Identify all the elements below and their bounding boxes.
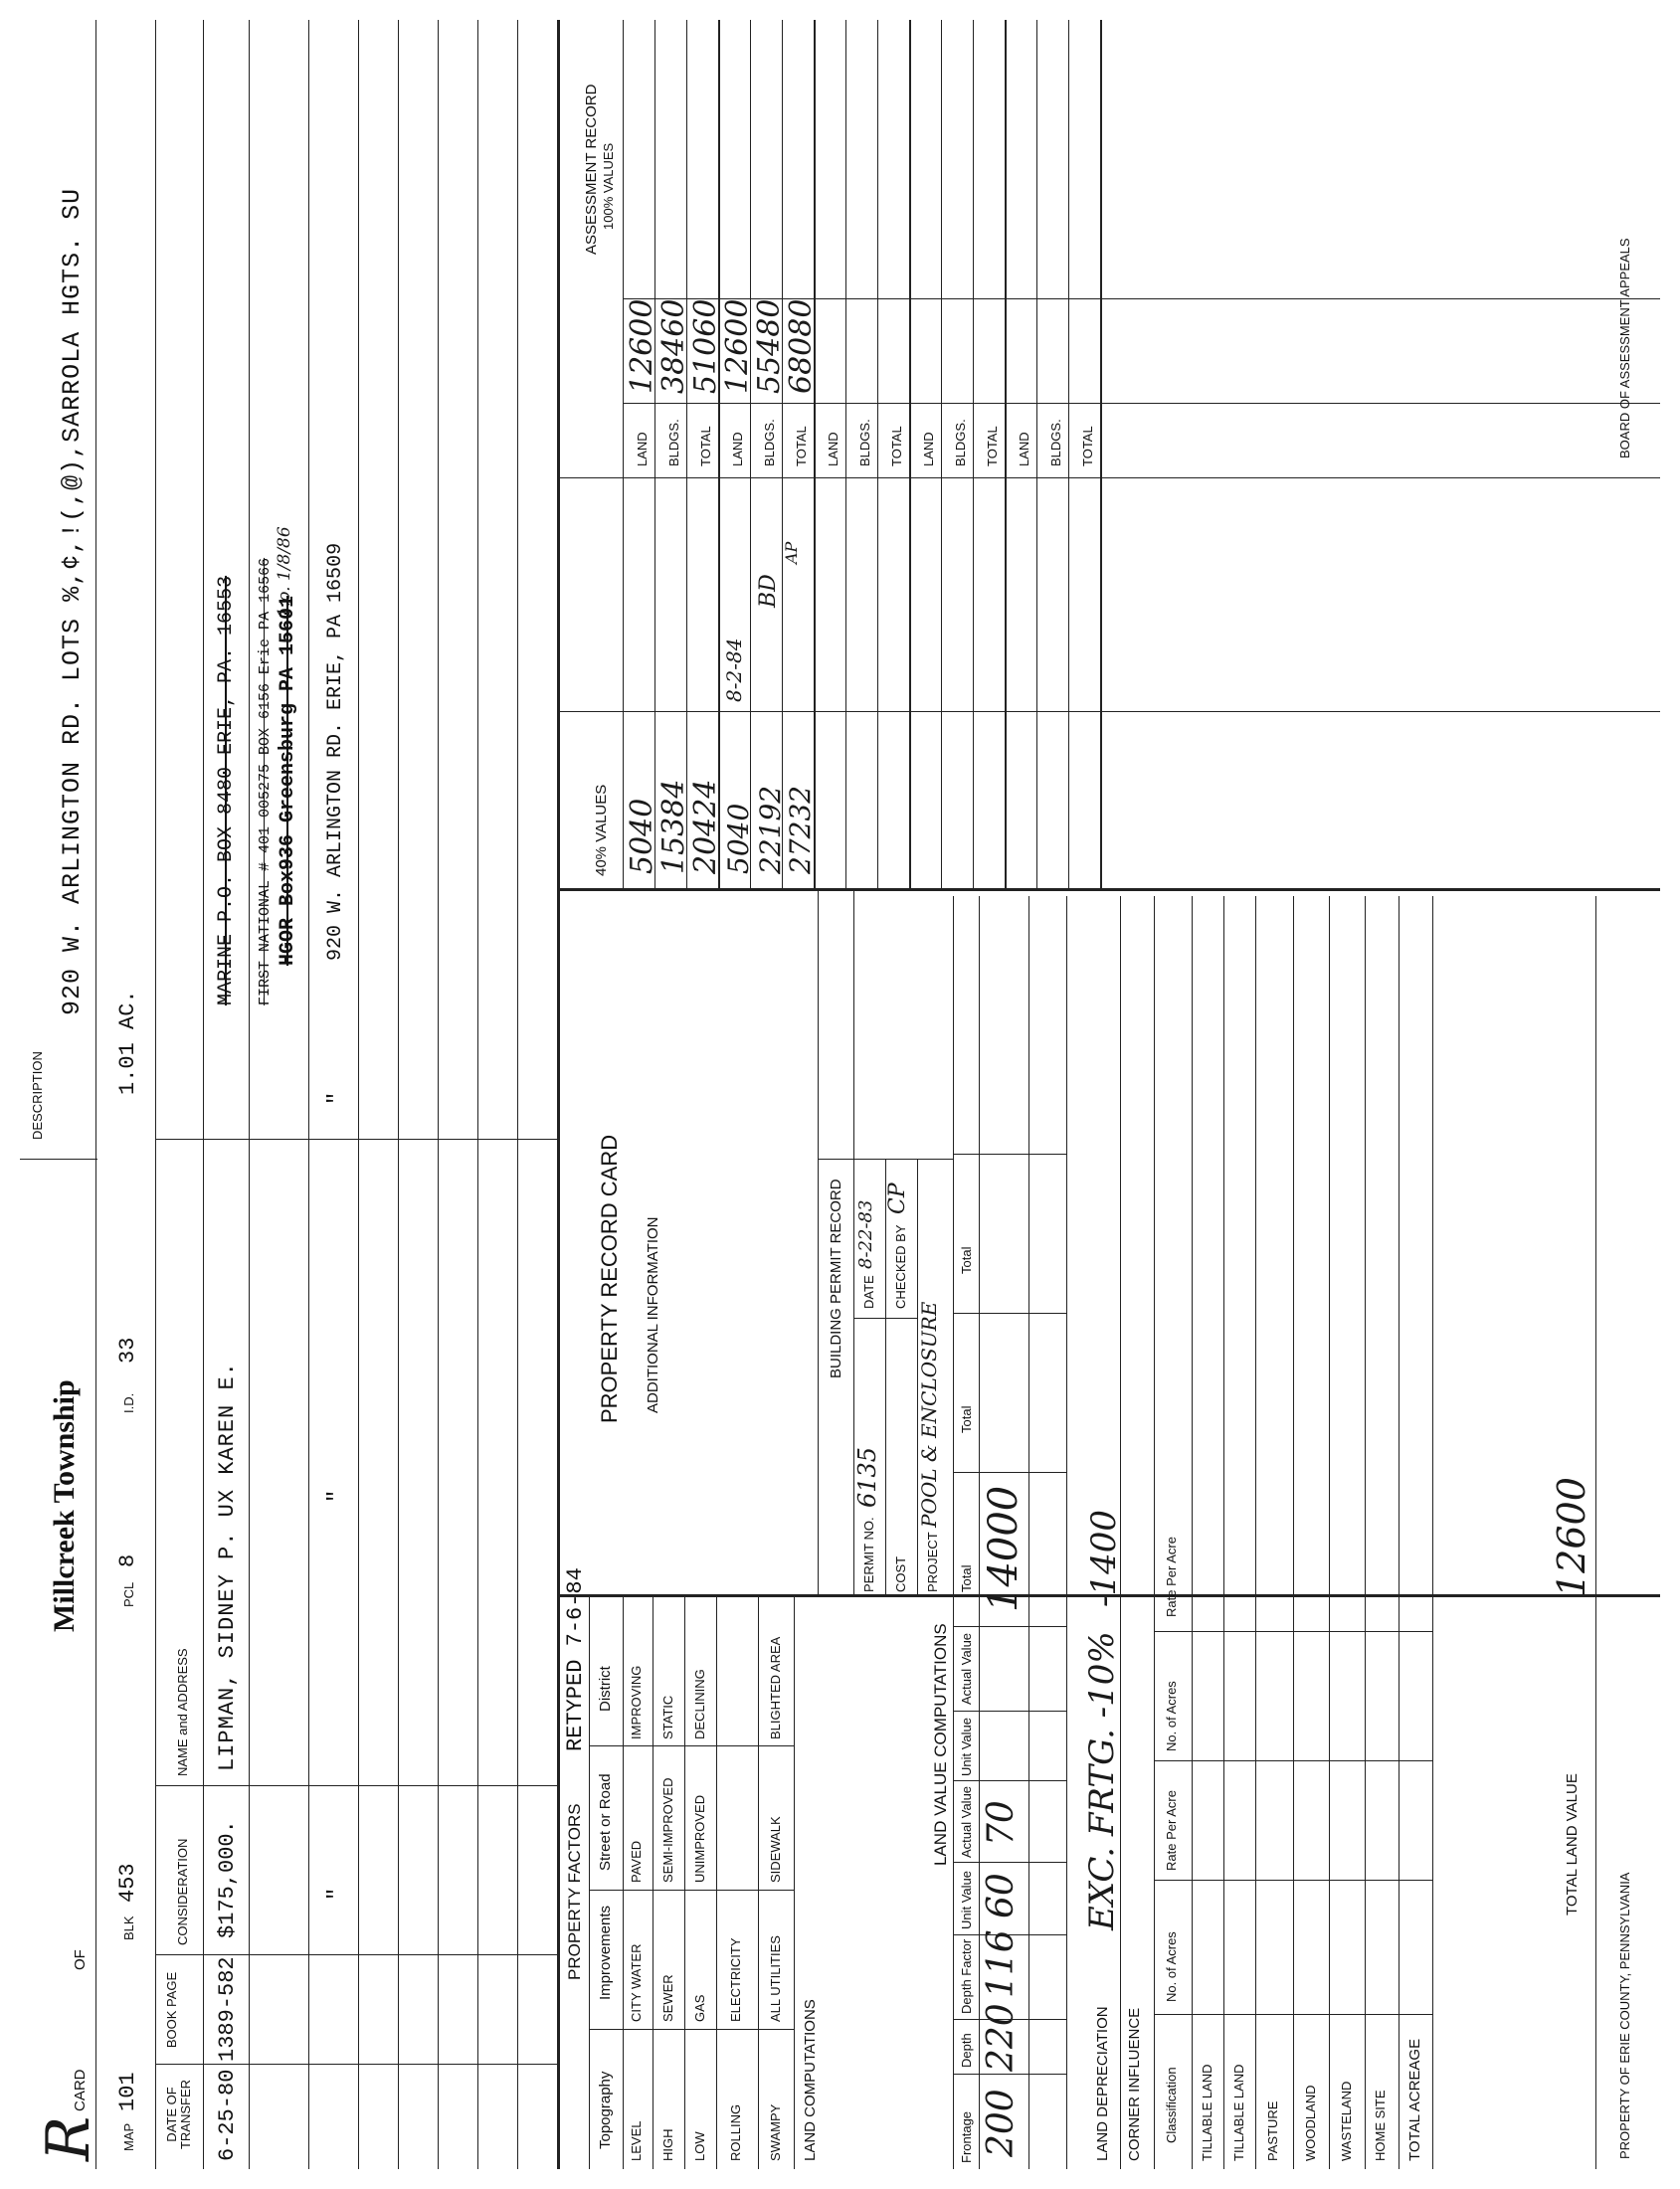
topography-swampy: SWAMPY [768,2103,783,2161]
value-100-bldgs: 55480 [752,298,787,394]
map-label: MAP [121,2122,136,2151]
total-land-value: 12600 [1550,1477,1593,1597]
topography-rolling: ROLLING [728,2103,743,2161]
total-header: Total [959,1405,974,1433]
topography-high: HIGH [660,2128,675,2161]
value-100-land: 12600 [625,298,659,394]
pcl-label: PCL [121,1581,136,1607]
district-header: District [597,1666,614,1712]
street-sidewalk: SIDEWALK [768,1816,783,1883]
topography-low: LOW [692,2131,707,2161]
assessment-stamp-sub: AP [782,541,801,564]
depreciation-note: EXC. FRTG. -10% [1082,1631,1122,1930]
checked-by-label: CHECKED BY [893,1224,908,1309]
label-total: TOTAL [1080,426,1095,466]
class-wasteland: WASTELAND [1339,2081,1354,2161]
value-40-land: 5040 [625,798,659,874]
label-bldgs: BLDGS. [762,419,777,466]
values-100-title: 100% VALUES [601,142,616,230]
improvement-city-water: CITY WATER [629,1943,644,2022]
value-100-total: 51060 [688,298,723,394]
total-acreage-label: TOTAL ACREAGE [1406,2038,1423,2161]
project-value: POOL & ENCLOSURE [917,1301,941,1528]
label-bldgs: BLDGS. [857,419,872,466]
transfer-addr4: 920 W. ARLINGTON RD. ERIE, PA 16509 [324,542,347,961]
transfer-addr2: FIRST NATIONAL # 401 005275 BOX 6156 Erie PA 16566 [257,557,274,1005]
ditto-mark: " [324,1887,349,1901]
unit-value-header: Unit Value [959,1870,974,1929]
of-label: OF [72,1949,89,1970]
name-address-header: NAME and ADDRESS [175,1648,190,1776]
classification-header: Classification [1164,2067,1179,2143]
label-bldgs: BLDGS. [666,419,681,466]
building-permit-title: BUILDING PERMIT RECORD [828,1179,844,1378]
label-total: TOTAL [698,426,713,466]
value-40-land: 5040 [722,803,755,874]
township-title: Millcreek Township [48,1379,81,1632]
permit-no-label: PERMIT NO. [861,1517,876,1592]
depreciation-total: -1400 [1084,1509,1124,1607]
property-record-card [20,20,1660,2169]
class-home-site: HOME SITE [1373,2090,1388,2161]
transfer-addr1: MARINE P.O. BOX 8480 ERIE, PA. 16553 [215,575,238,1005]
footer-left: PROPERTY OF ERIE COUNTY, PENNSYLVANIA [1617,1872,1632,2159]
class-pasture: PASTURE [1265,2100,1280,2161]
transfer-book-page: 1389-582 [215,1956,240,2062]
transfer-addr3: HGOR Box936 Greensburg PA 15601 [277,595,299,966]
improvement-gas: GAS [692,1994,707,2022]
date-of-transfer-header: DATE OF TRANSFER [164,2079,193,2150]
district-declining: DECLINING [692,1669,707,1739]
label-land: LAND [730,432,745,466]
description-label: DESCRIPTION [30,1051,45,1140]
id-value: 33 [115,1337,140,1364]
pcl-value: 8 [115,1553,140,1567]
values-40-title: 40% VALUES [593,784,610,876]
assessment-date-note: 8-2-84 [722,638,746,702]
land-depreciation-label: LAND DEPRECIATION [1094,2006,1111,2161]
ditto-mark: " [324,1489,349,1503]
rate-per-acre-header: Rate Per Acre [1164,1537,1179,1617]
frontage-header: Frontage [959,2110,974,2163]
rate-per-acre-header: Rate Per Acre [1164,1790,1179,1871]
value-100-land: 12600 [720,298,755,394]
street-paved: PAVED [629,1840,644,1883]
transfer-addr3-note: 1.o. 1/8/86 [275,526,294,618]
unit-value-value: 60 [981,1873,1022,1918]
improvement-sewer: SEWER [660,1974,675,2022]
label-bldgs: BLDGS. [953,419,968,466]
total-header: Total [959,1564,974,1592]
permit-date-label: DATE [861,1275,876,1309]
label-bldgs: BLDGS. [1048,419,1063,466]
label-land: LAND [635,432,650,466]
acreage-value: 1.01 AC. [115,990,140,1095]
assessment-stamp-note: BD [756,574,781,608]
description-text: 920 W. ARLINGTON RD. LOTS %,¢,!(,@),SARROLA HGTS. SU [58,187,87,1015]
record-card-title: PROPERTY RECORD CARD [597,1134,622,1423]
book-page-header: BOOK PAGE [164,1971,179,2049]
improvements-header: Improvements [597,1905,614,2000]
blk-label: BLK [121,1915,136,1940]
permit-date-value: 8-22-83 [855,1199,876,1269]
label-land: LAND [826,432,840,466]
label-total: TOTAL [889,426,904,466]
label-total: TOTAL [794,426,809,466]
improvement-all-utilities: ALL UTILITIES [768,1935,783,2022]
transfer-name: LIPMAN, SIDNEY P. UX KAREN E. [215,1362,240,1771]
value-40-bldgs: 22192 [754,785,787,874]
value-40-bldgs: 15384 [656,779,691,874]
total-header: Total [959,1246,974,1274]
district-static: STATIC [660,1695,675,1739]
additional-info-label: ADDITIONAL INFORMATION [645,1216,661,1413]
unit-value-header: Unit Value [959,1717,974,1776]
value-40-total: 20424 [688,779,723,874]
value-100-total: 68080 [784,298,819,394]
land-value-title: LAND VALUE COMPUTATIONS [931,1623,950,1866]
class-tillable-land: TILLABLE LAND [1231,2064,1246,2161]
actual-value-value: 70 [981,1800,1022,1846]
cost-label: COST [893,1555,908,1592]
street-semi-improved: SEMI-IMPROVED [660,1777,675,1883]
checked-by-value: CP [885,1183,910,1214]
transfer-consideration: $175,000. [215,1820,240,1938]
card-letter: R [34,2115,103,2161]
map-value: 101 [115,2072,140,2111]
card-label: CARD [72,2069,89,2111]
property-factors-title: PROPERTY FACTORS [565,1803,584,1980]
district-blighted: BLIGHTED AREA [768,1636,783,1739]
value-100-bldgs: 38460 [656,298,691,394]
district-improving: IMPROVING [629,1665,644,1739]
label-land: LAND [921,432,936,466]
label-total: TOTAL [985,426,1000,466]
improvement-electricity: ELECTRICITY [728,1937,743,2022]
frontage-value: 200 [981,2089,1022,2157]
class-tillable-land: TILLABLE LAND [1200,2064,1214,2161]
actual-value-header: Actual Value [959,1632,974,1705]
corner-influence-label: CORNER INFLUENCE [1126,2007,1143,2161]
no-of-acres-header: No. of Acres [1164,1931,1179,2002]
actual-value-header: Actual Value [959,1785,974,1858]
depth-header: Depth [959,2033,974,2068]
id-label: I.D. [121,1392,136,1413]
topography-header: Topography [597,2071,614,2149]
project-label: PROJECT [925,1532,940,1592]
no-of-acres-header: No. of Acres [1164,1681,1179,1751]
land-computations-label: LAND COMPUTATIONS [802,1999,819,2161]
depth-factor-header: Depth Factor [959,1938,974,2014]
footer-right: BOARD OF ASSESSMENT APPEALS [1617,238,1632,458]
blk-value: 453 [115,1863,140,1903]
consideration-header: CONSIDERATION [175,1838,190,1945]
assessment-record-title: ASSESSMENT RECORD [583,84,600,255]
transfer-date: 6-25-80 [215,2069,240,2161]
total-land-value-label: TOTAL LAND VALUE [1564,1773,1581,1915]
value-40-total: 27232 [784,785,817,874]
depth-value: 220 [981,2003,1022,2072]
permit-no-value: 6135 [853,1446,881,1508]
depth-factor-value: 116 [981,1929,1022,1998]
street-header: Street or Road [597,1773,614,1871]
ditto-mark: " [324,1091,349,1105]
topography-level: LEVEL [629,2120,644,2161]
label-land: LAND [1017,432,1031,466]
class-woodland: WOODLAND [1303,2085,1318,2161]
retyped-note: RETYPED 7-6-84 [563,1567,588,1751]
land-total-value: 14000 [981,1485,1027,1612]
street-unimproved: UNIMPROVED [692,1794,707,1883]
